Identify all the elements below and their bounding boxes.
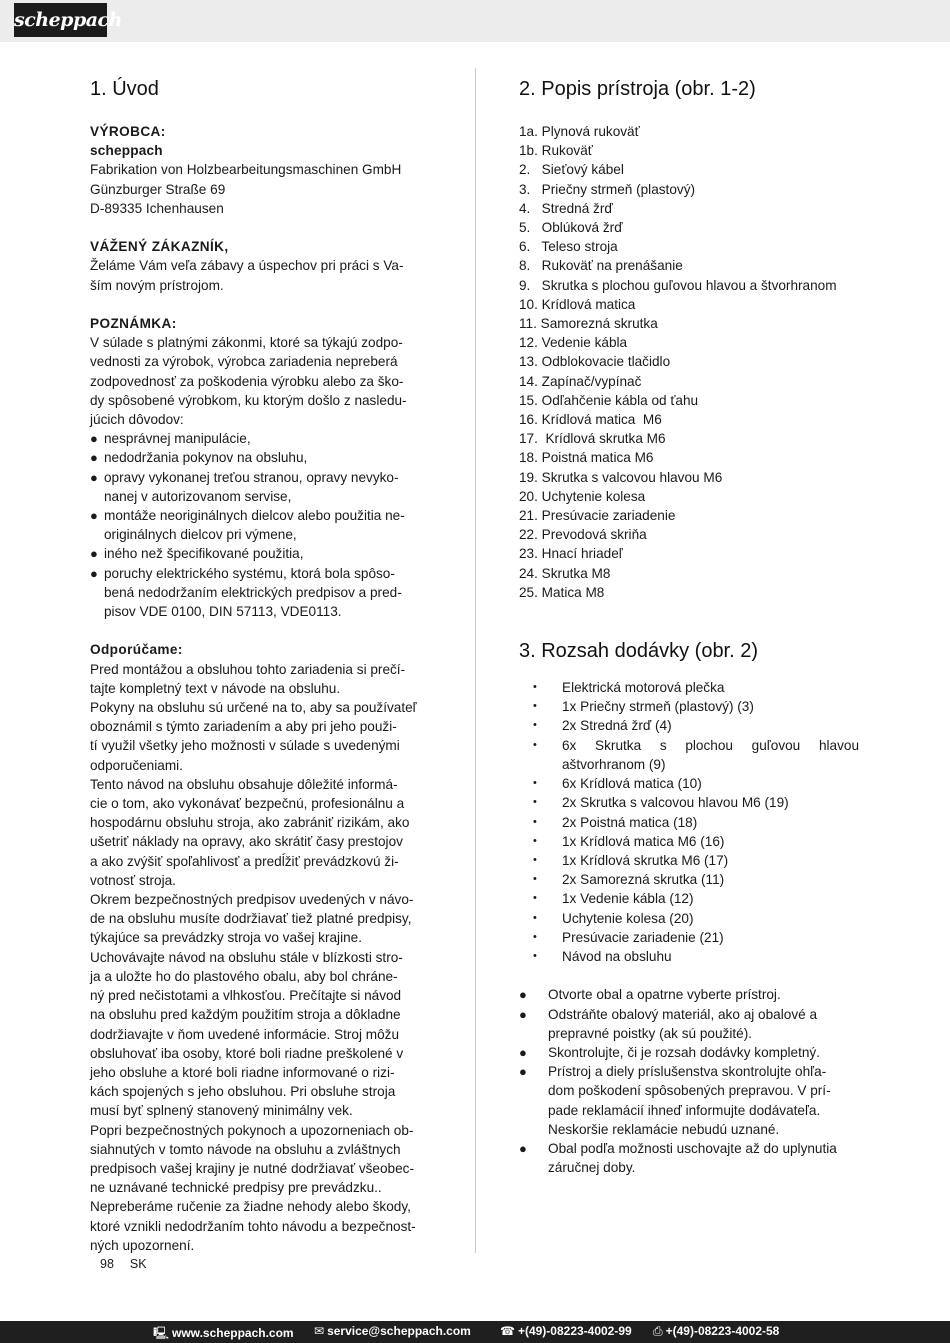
monitor-icon: 🖳 [153, 1326, 170, 1340]
list-item: • 2x Skrutka s valcovou hlavou M6 (19) [519, 793, 859, 812]
scope-list [519, 678, 859, 966]
list-item: 10. Krídlová matica [519, 296, 636, 312]
bullet-icon: ● [90, 469, 98, 485]
bullet-icon: • [533, 700, 537, 713]
list-item: 15. Odľahčenie kábla od ťahu [519, 392, 699, 408]
right-column [519, 76, 859, 1177]
page-number-value: 98 [100, 1257, 114, 1271]
list-item: • 1x Krídlová skrutka M6 (17) [519, 851, 859, 870]
list-item: ● Obal podľa možnosti uschovajte až do uplynutia záručnej doby. [519, 1139, 859, 1177]
bullet-icon: • [533, 853, 537, 866]
list-item: 4. Stredná žrď [519, 200, 613, 216]
list-item: 9. Skrutka s plochou guľovou hlavou a štvorhranom [519, 277, 837, 293]
list-item: 5. Oblúková žrď [519, 220, 623, 236]
left-column [90, 76, 430, 1255]
list-item: 19. Skrutka s valcovou hlavou M6 [519, 469, 723, 485]
bullet-icon: ● [90, 431, 98, 447]
bullet-icon: • [533, 873, 537, 886]
manufacturer-label: VÝROBCA: [90, 124, 166, 139]
list-item: 20. Uchytenie kolesa [519, 488, 646, 504]
bullet-icon: ● [519, 987, 527, 1003]
list-item: ● nesprávnej manipulácie, [90, 429, 430, 448]
list-item: • 1x Vedenie kábla (12) [519, 889, 859, 908]
bullet-icon: ● [90, 508, 98, 524]
customer-text: Želáme Vám veľa zábavy a úspechov pri práci s Va- ším novým prístrojom. [90, 258, 404, 293]
list-item: ● Prístroj a diely príslušenstva skontrolujte ohľa- dom poškodení spôsobených prepravou. V prí- pade reklamácií ihneď informujte dodávateľa. Neskoršie reklamácie nebudú uznané. [519, 1062, 859, 1139]
list-item: ● nedodržania pokynov na obsluhu, [90, 448, 430, 467]
list-item: 18. Poistná matica M6 [519, 450, 654, 466]
list-item: • 2x Samorezná skrutka (11) [519, 870, 859, 889]
note-label: POZNÁMKA: [90, 316, 177, 331]
list-item: ● iného než špecifikované použitia, [90, 544, 430, 563]
list-item: • 1x Krídlová matica M6 (16) [519, 832, 859, 851]
list-item: ● opravy vykonanej treťou stranou, opravy nevyko- nanej v autorizovanom servise, [90, 468, 430, 506]
page-number [100, 1257, 163, 1271]
list-item: 25. Matica M8 [519, 584, 605, 600]
list-item: ● Odstráňte obalový materiál, ako aj obalové a prepravné poistky (ak sú použité). [519, 1005, 859, 1043]
list-item: • Uchytenie kolesa (20) [519, 909, 859, 928]
list-item: 23. Hnací hriadeľ [519, 546, 623, 562]
parts-list [519, 122, 859, 602]
list-item: ● montáže neoriginálnych dielcov alebo použitia ne- originálnych dielcov pri výmene, [90, 506, 430, 544]
list-item: 1a. Plynová rukoväť [519, 124, 640, 139]
column-divider [475, 68, 476, 1253]
bullet-icon: • [533, 681, 537, 694]
list-item: 17. Krídlová skrutka M6 [519, 431, 666, 447]
instructions-list [519, 985, 859, 1177]
brand-logo[interactable] [14, 3, 122, 37]
recommend-label: Odporúčame: [90, 642, 183, 658]
footer-email[interactable]: ✉ service@scheppach.com [314, 1324, 471, 1338]
recommend-text: Pred montážou a obsluhou tohto zariadenia si prečí- tajte kompletný text v návode na obsluhu. Pokyny na obsluhu sú určené na to, aby sa používateľ oboznámil s týmto zariadením a aby pri jeho použi- tí využil všetky jeho možnosti v súlade s uvedenými odporučeniami. Tento návod na obsluhu obsahuje dôležité informá- cie o tom, ako vykonávať bezpečnú, profesionálnu a hospodárnu obsluhu stroja, ako zabrániť rizikám, ako ušetriť náklady na opravy, ako skrátiť časy prestojov a ako zvýšiť spoľahlivosť a predĺžiť prevádzkovú ži- votnosť stroja. Okrem bezpečnostných predpisov uvedených v návo- de na obsluhu musíte dodržiavať tiež platné predpisy, týkajúce sa prevádzky stroja vo vašej krajine. Uchovávajte návod na obsluhu stále v blízkosti stro- ja a uložte ho do plastového obalu, aby bol chráne- ný pred nečistotami a vlhkosťou. Prečítajte si návod na obsluhu pred každým použitím stroja a dôkladne dodržiavajte v ňom uvedené informácie. Stroj môžu obsluhovať iba osoby, ktoré boli riadne preškolené v jeho obsluhe a ktoré boli riadne informované o rizi- kách spojených s jeho obsluhou. Pri obsluhe stroja musí byť splnený stanovený minimálny vek. Popri bezpečnostných pokynoch a upozorneniach ob- siahnutých v tomto návode na obsluhu a zvláštnych predpisoch vašej krajiny je nutné dodržiavať všeobec- ne uznávané technické predpisy pre prevádzku.. Nepreberáme ručenie za žiadne nehody alebo škody, ktoré vznikli nedodržaním tohto návodu a bezpečnost- ných upozornení. [90, 661, 417, 1253]
bullet-icon: • [533, 815, 537, 828]
list-item: • 6x Krídlová matica (10) [519, 774, 859, 793]
bullet-icon: • [533, 834, 537, 847]
list-item: 13. Odblokovacie tlačidlo [519, 354, 671, 370]
fax-icon: ⎙ [653, 1324, 663, 1338]
footer-web[interactable]: 🖳 www.scheppach.com [153, 1326, 294, 1340]
section-title-intro: 1. Úvod [90, 78, 159, 100]
list-item: 3. Priečny strmeň (plastový) [519, 181, 696, 197]
bullet-icon: • [533, 777, 537, 790]
list-item: • 2x Poistná matica (18) [519, 813, 859, 832]
phone-icon: ☎ [500, 1324, 515, 1338]
list-item: 2. Sieťový kábel [519, 162, 624, 178]
list-item: 24. Skrutka M8 [519, 565, 611, 581]
list-item: • Elektrická motorová plečka [519, 678, 859, 697]
list-item: • Presúvacie zariadenie (21) [519, 928, 859, 947]
list-item: 16. Krídlová matica M6 [519, 412, 662, 428]
bullet-icon: ● [519, 1006, 527, 1022]
list-item: 1b. Rukoväť [519, 143, 593, 159]
section-title-parts: 2. Popis prístroja (obr. 1-2) [519, 78, 756, 100]
list-item: 21. Presúvacie zariadenie [519, 508, 676, 524]
bullet-icon: • [533, 949, 537, 962]
bullet-icon: • [533, 719, 537, 732]
logo-text: scheppach [14, 9, 122, 31]
list-item: 12. Vedenie kábla [519, 335, 628, 351]
customer-label: VÁŽENÝ ZÁKAZNÍK, [90, 239, 229, 255]
language-code: SK [129, 1257, 147, 1271]
bullet-icon: ● [90, 450, 98, 466]
footer-bar [0, 1321, 950, 1343]
list-item: • 1x Priečny strmeň (plastový) (3) [519, 697, 859, 716]
note-bullet-list [90, 429, 430, 621]
header-bar [0, 0, 950, 42]
bullet-icon: • [533, 930, 537, 943]
bullet-icon: ● [90, 546, 98, 562]
footer-fax[interactable]: ⎙ +(49)-08223-4002-58 [653, 1324, 780, 1338]
bullet-icon: • [533, 738, 537, 751]
note-text: V súlade s platnými zákonmi, ktoré sa týkajú zodpo- vednosti za výrobok, výrobca zariadenia nepreberá zodpovednosť za poškodenia výrobku alebo za ško- dy spôsobené výrobkom, ku ktorým došlo z nasledu- júcich dôvodov: [90, 335, 407, 428]
manufacturer-name: scheppach [90, 143, 163, 159]
list-item: 14. Zapínač/vypínač [519, 373, 642, 389]
list-item: • 2x Stredná žrď (4) [519, 716, 859, 735]
footer-phone[interactable]: ☎ +(49)-08223-4002-99 [500, 1324, 632, 1338]
list-item: • 6x Skrutka s plochou guľovou hlavou aštvorhranom (9) [519, 736, 859, 774]
section-title-scope: 3. Rozsah dodávky (obr. 2) [519, 640, 759, 663]
mail-icon: ✉ [314, 1324, 325, 1338]
list-item: ● Skontrolujte, či je rozsah dodávky kompletný. [519, 1043, 859, 1062]
list-item: 22. Prevodová skriňa [519, 527, 647, 543]
list-item: 11. Samorezná skrutka [519, 316, 658, 332]
bullet-icon: ● [519, 1140, 527, 1156]
bullet-icon: • [533, 892, 537, 905]
bullet-icon: ● [519, 1064, 527, 1080]
bullet-icon: • [533, 796, 537, 809]
address-line: Günzburger Straße 69 [90, 181, 226, 197]
list-item: • Návod na obsluhu [519, 947, 859, 966]
list-item: 6. Teleso stroja [519, 239, 618, 255]
bullet-icon: ● [90, 565, 98, 581]
list-item: 8. Rukoväť na prenášanie [519, 258, 683, 274]
bullet-icon: ● [519, 1044, 527, 1060]
bullet-icon: • [533, 911, 537, 924]
address-line: D-89335 Ichenhausen [90, 200, 224, 216]
address-line: Fabrikation von Holzbearbeitungsmaschinen GmbH [90, 162, 402, 178]
list-item: ● poruchy elektrického systému, ktorá bola spôso- bená nedodržaním elektrických predpisov a pred- pisov VDE 0100, DIN 57113, VDE0113. [90, 564, 430, 622]
list-item: ● Otvorte obal a opatrne vyberte prístroj. [519, 985, 859, 1004]
